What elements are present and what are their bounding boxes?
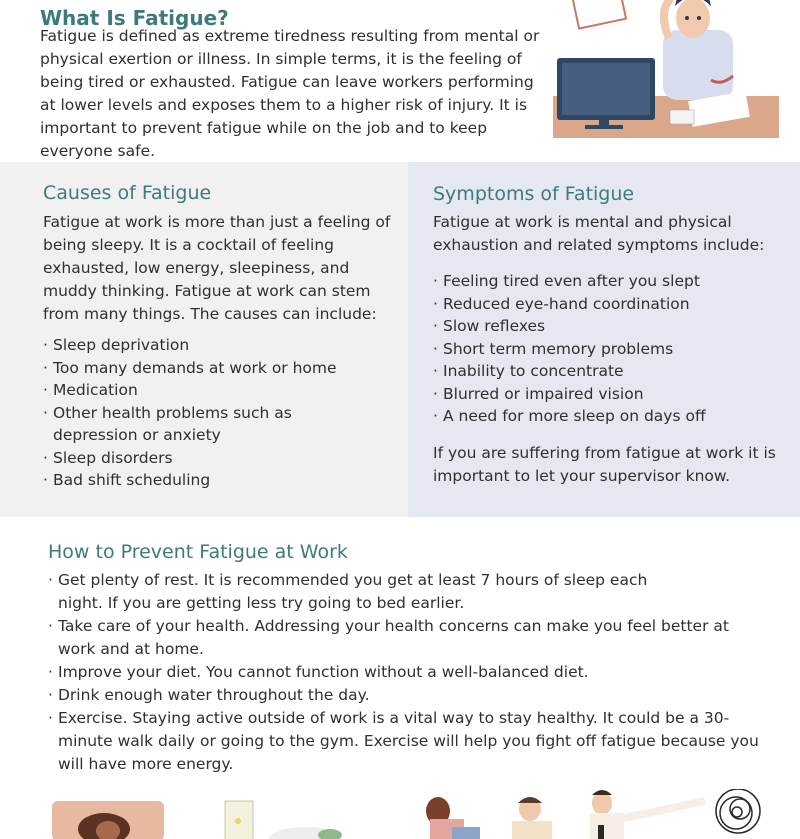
list-item: · Reduced eye-hand coordination: [433, 293, 783, 316]
causes-heading: Causes of Fatigue: [43, 182, 212, 204]
symptoms-of-fatigue-section: [408, 162, 800, 517]
list-item: · Short term memory problems: [433, 338, 783, 361]
list-item: · Sleep disorders: [43, 447, 393, 470]
list-item: · Blurred or impaired vision: [433, 383, 783, 406]
list-item: · Get plenty of rest. It is recommended you get at least 7 hours of sleep each night. If you are getting less try going to bed earlier.: [48, 569, 678, 615]
people-talking-illustration: [426, 797, 552, 839]
tired-worker-illustration: [545, 0, 785, 140]
calendar-shape: [572, 0, 626, 29]
list-item: · Inability to concentrate: [433, 360, 783, 383]
list-item: · Exercise. Staying active outside of work is a vital way to stay healthy. It could be a 30-minute walk daily or going to the gym. Exercise will help you fight off fatigue because you will have more energy.: [48, 707, 768, 776]
exercise-person-illustration: [590, 790, 705, 839]
prevention-illustrations: [0, 789, 800, 839]
worker-figure: [663, 0, 733, 100]
prevent-heading: How to Prevent Fatigue at Work: [48, 541, 348, 563]
prevent-fatigue-section: [0, 517, 800, 839]
list-item: · A need for more sleep on days off: [433, 405, 783, 428]
note-shape: [670, 110, 694, 124]
list-item: · Medication: [43, 379, 393, 402]
list-item: · Take care of your health. Addressing your health concerns can make you feel better at work and at home.: [48, 615, 768, 661]
list-item: · Sleep deprivation: [43, 334, 393, 357]
symptoms-note: If you are suffering from fatigue at work it is important to let your supervisor know.: [433, 444, 776, 485]
prevent-list: [48, 569, 768, 776]
monitor-shape: [557, 58, 655, 129]
list-item: · Other health problems such as depression or anxiety: [43, 402, 363, 447]
what-is-fatigue-heading: What Is Fatigue?: [40, 6, 229, 31]
causes-list: [43, 334, 393, 492]
what-is-fatigue-text: Fatigue is defined as extreme tiredness resulting from mental or physical exertion or illness. In simple terms, it is the feeling of being tired or exhausted. Fatigue can leave workers performing at lower levels and exposes them to a higher risk of injury. It is important to prevent fatigue while on the job and to keep everyone safe.: [40, 27, 540, 160]
symptoms-list: [433, 270, 783, 428]
list-item: · Feeling tired even after you slept: [433, 270, 783, 293]
list-item: · Bad shift scheduling: [43, 469, 393, 492]
list-item: · Slow reflexes: [433, 315, 783, 338]
sleeping-person-illustration: [52, 801, 164, 839]
list-item: · Too many demands at work or home: [43, 357, 393, 380]
symptoms-heading: Symptoms of Fatigue: [433, 183, 635, 205]
what-is-fatigue-section: [0, 0, 800, 162]
symptoms-intro: Fatigue at work is mental and physical exhaustion and related symptoms include:: [433, 213, 765, 254]
causes-of-fatigue-section: [0, 162, 408, 517]
list-item: · Drink enough water throughout the day.: [48, 684, 768, 707]
scribble-cloud-illustration: [716, 789, 760, 833]
water-glass-illustration: [225, 801, 342, 839]
causes-text: Fatigue at work is more than just a feeling of being sleepy. It is a cocktail of feeling exhausted, low energy, sleepiness, and muddy thinking. Fatigue at work can stem from many things. The causes can include:: [43, 213, 391, 323]
list-item: · Improve your diet. You cannot function without a well-balanced diet.: [48, 661, 768, 684]
